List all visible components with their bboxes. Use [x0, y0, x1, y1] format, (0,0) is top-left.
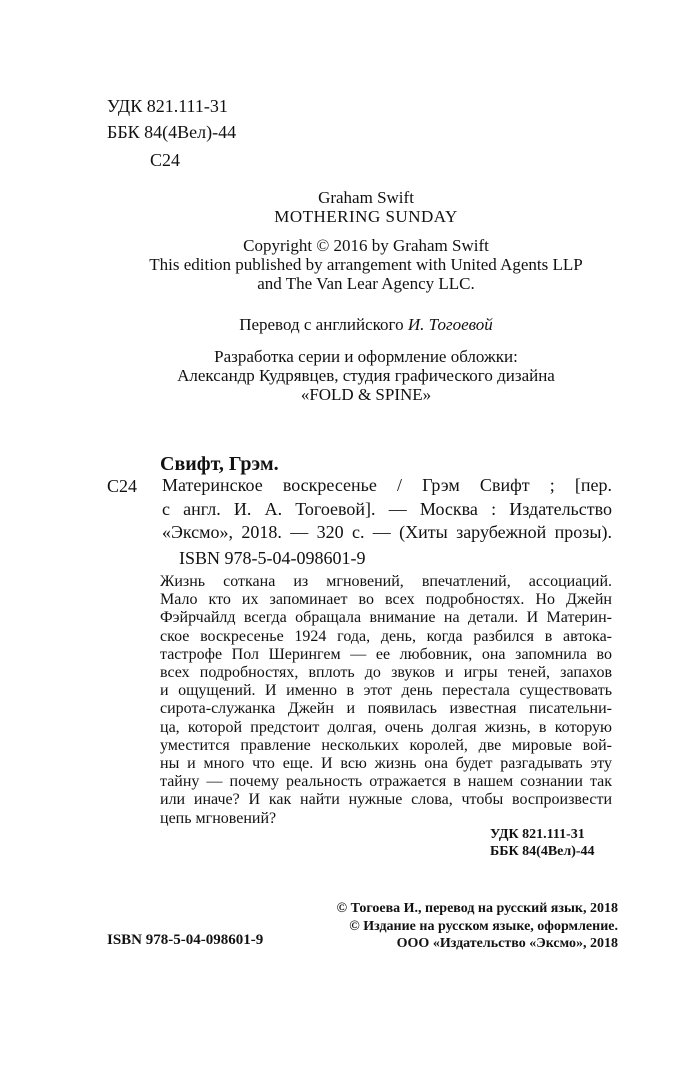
annotation-line: ца, которой предстоит долгая, очень долгая жизнь, в которую: [160, 718, 612, 736]
design-line: Александр Кудрявцев, студия графического дизайна: [177, 366, 555, 385]
rights-line: © Издание на русском языке, оформление.: [349, 918, 618, 934]
annotation-line: ны и много что еще. И всю жизнь она будет разгадывать эту: [160, 755, 612, 773]
catalog-isbn: ISBN 978-5-04-098601-9: [179, 548, 366, 568]
top-author-mark: С24: [150, 150, 181, 170]
design-line: Разработка серии и оформление обложки:: [214, 347, 518, 366]
annotation-line: сирота-служанка Джейн и появилась известная писательни-: [160, 700, 612, 718]
translator-name: И. Тогоевой: [407, 315, 493, 334]
catalog-author-mark: С24: [107, 476, 138, 496]
annotation-line: всех подробностях, вплоть до звуков и игры теней, запахов: [160, 664, 612, 682]
annotation-bbk: ББК 84(4Вел)-44: [490, 844, 595, 859]
annotation-line: Мало кто их запоминает во всех подробностях. Но Джейн: [160, 591, 612, 609]
rights-line: © Тогоева И., перевод на русский язык, 2018: [336, 901, 618, 916]
catalog-entry-line: «Эксмо», 2018. — 320 с. — (Хиты зарубежной прозы).: [162, 522, 612, 542]
rights-line: ООО «Издательство «Эксмо», 2018: [396, 936, 618, 951]
annotation-line: Жизнь соткана из мгновений, впечатлений, ассоциаций.: [160, 573, 612, 590]
annotation-line: тастрофе Пол Шерингем — ее любовник, она запомнила во: [160, 645, 612, 663]
annotation-line: ское воскресенье 1924 года, день, когда разбился в автока-: [160, 627, 612, 645]
annotation-line: уместится правление нескольких королей, две мировые вой-: [160, 736, 612, 754]
annotation-line: Фэйрчайлд всегда обращала внимание на детали. И Материн-: [160, 609, 612, 627]
original-author: Graham Swift: [318, 188, 414, 207]
original-title: MOTHERING SUNDAY: [274, 207, 458, 226]
footer-isbn: ISBN 978-5-04-098601-9: [107, 932, 264, 948]
translation-credit: [121, 313, 611, 337]
catalog-entry-line: Материнское воскресенье / Грэм Свифт ; [пер.: [162, 475, 612, 495]
top-udk: УДК 821.111-31: [107, 96, 228, 116]
annotation-line: и ощущений. И именно в этот день перестала существовать: [160, 682, 612, 700]
copyright-line: Copyright © 2016 by Graham Swift: [243, 236, 489, 255]
annotation-udk: УДК 821.111-31: [490, 827, 585, 842]
copyright-line: and The Van Lear Agency LLC.: [257, 274, 475, 293]
design-line: «FOLD & SPINE»: [300, 385, 432, 404]
top-bbk: ББК 84(4Вел)-44: [107, 122, 237, 142]
annotation-line: тайну — почему реальность отражается в нашем сознании так: [160, 773, 612, 791]
annotation-line: или иначе? И как найти нужные слова, чтобы воспроизвести: [160, 791, 612, 809]
catalog-entry: [162, 474, 612, 545]
annotation-line: цепь мгновений?: [160, 809, 277, 827]
copyright-block: [121, 236, 611, 293]
footer-rights: [330, 900, 618, 953]
catalog-entry-line: с англ. И. А. Тогоевой]. — Москва : Издательство: [162, 498, 612, 519]
annotation: [160, 573, 612, 828]
translation-prefix: Перевод с английского: [239, 315, 408, 334]
copyright-line: This edition published by arrangement with United Agents LLP: [149, 255, 583, 274]
design-credit: [121, 347, 611, 404]
catalog-heading: Свифт, Грэм.: [160, 453, 279, 475]
